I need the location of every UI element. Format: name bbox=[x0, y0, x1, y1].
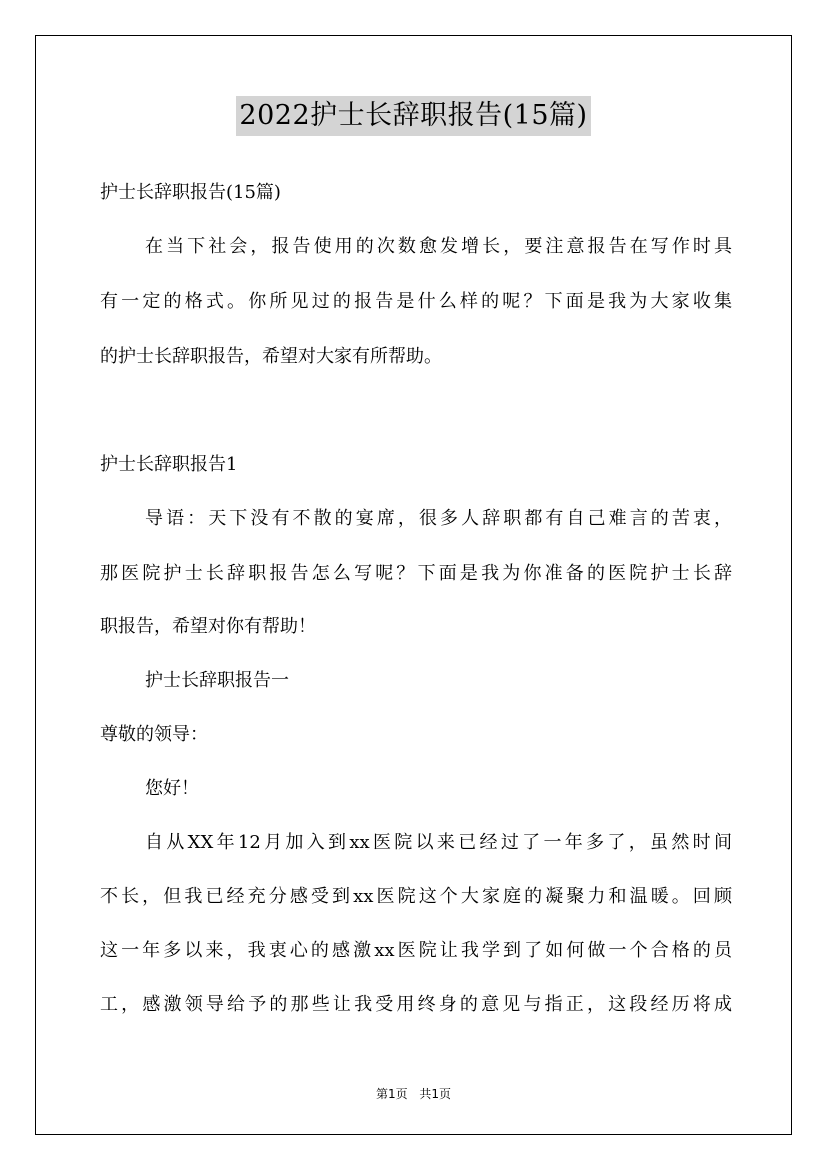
body-line-1[interactable]: 自从XX年12月加入到xx医院以来已经过了一年多了，虽然时间 bbox=[145, 832, 732, 853]
body-line-2[interactable]: 不长，但我已经充分感受到xx医院这个大家庭的凝聚力和温暖。回顾 bbox=[100, 886, 732, 907]
section1-heading[interactable]: 护士长辞职报告1 bbox=[100, 454, 238, 475]
intro-line-1[interactable]: 在当下社会，报告使用的次数愈发增长，要注意报告在写作时具 bbox=[145, 236, 732, 257]
section1-line-2[interactable]: 那医院护士长辞职报告怎么写呢？下面是我为你准备的医院护士长辞 bbox=[100, 563, 732, 584]
body-line-4[interactable]: 工，感激领导给予的那些让我受用终身的意见与指正，这段经历将成 bbox=[100, 994, 732, 1015]
document-subtitle[interactable]: 护士长辞职报告(15篇) bbox=[100, 182, 281, 203]
greeting[interactable]: 您好！ bbox=[145, 778, 199, 799]
intro-line-2[interactable]: 有一定的格式。你所见过的报告是什么样的呢？下面是我为大家收集 bbox=[100, 291, 732, 312]
intro-line-3[interactable]: 的护士长辞职报告，希望对大家有所帮助。 bbox=[100, 346, 442, 367]
body-line-3[interactable]: 这一年多以来，我衷心的感激xx医院让我学到了如何做一个合格的员 bbox=[100, 940, 732, 961]
page-total: 共1页 bbox=[419, 1087, 452, 1101]
page-number: 第1页 bbox=[375, 1087, 408, 1101]
salutation[interactable]: 尊敬的领导： bbox=[100, 724, 208, 745]
title-container bbox=[0, 96, 827, 136]
section1-line-1[interactable]: 导语：天下没有不散的宴席，很多人辞职都有自己难言的苦衷， bbox=[145, 508, 732, 529]
letter-heading[interactable]: 护士长辞职报告一 bbox=[145, 670, 289, 691]
page-footer bbox=[0, 1085, 827, 1102]
section1-line-3[interactable]: 职报告，希望对你有帮助！ bbox=[100, 616, 316, 637]
document-title[interactable]: 2022护士长辞职报告(15篇) bbox=[236, 96, 590, 136]
